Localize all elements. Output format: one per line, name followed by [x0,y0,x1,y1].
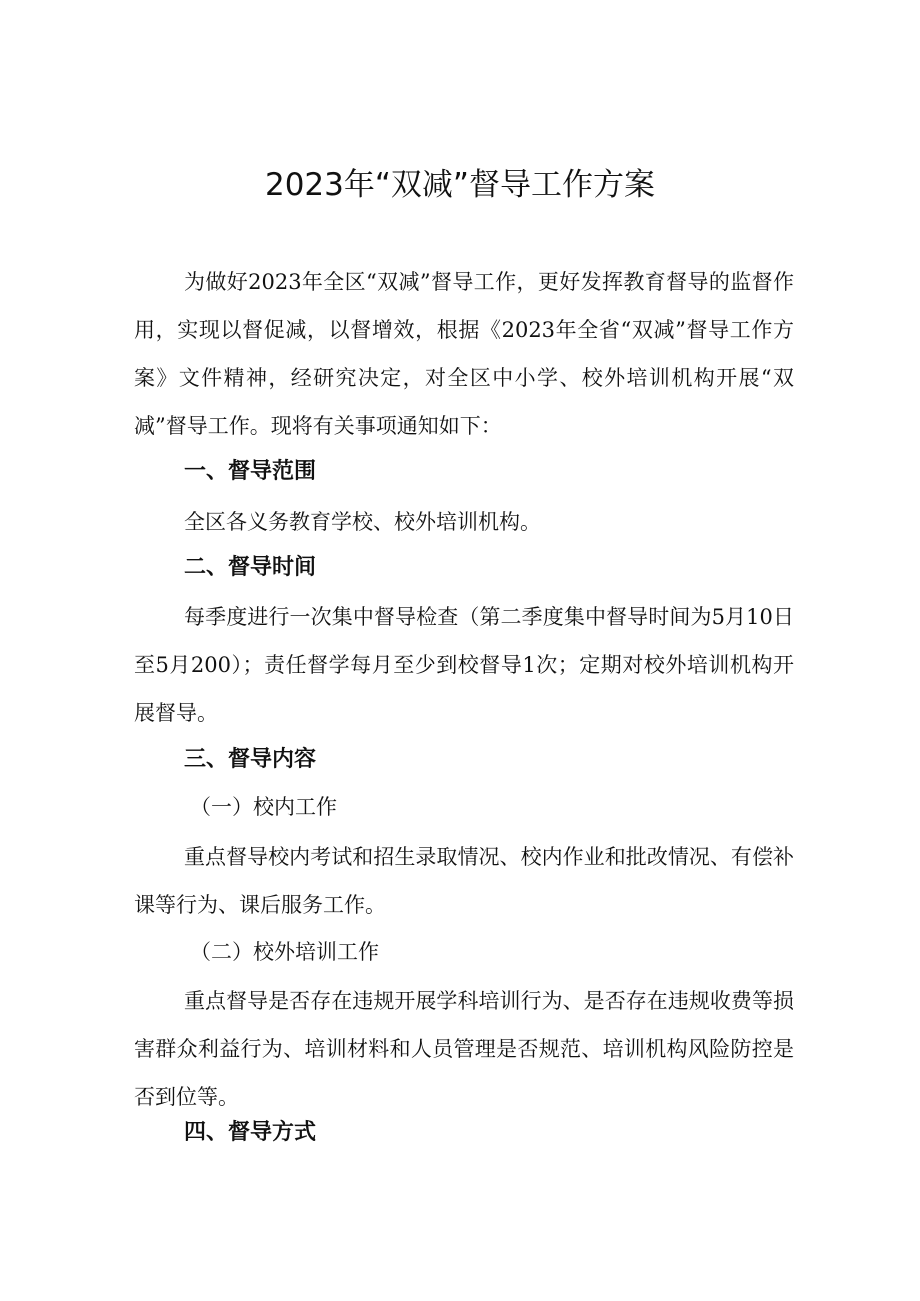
section-heading-content: 三、督导内容 [184,747,317,772]
subsection-body-in-school: 重点督导校内考试和招生录取情况、校内作业和批改情况、有偿补课等行为、课后服务工作。 [134,845,794,917]
section-body-scope: 全区各义务教育学校、校外培训机构。 [184,510,541,534]
subsection-body-off-campus: 重点督导是否存在违规开展学科培训行为、是否存在违规收费等损害群众利益行为、培训材料和人员管理是否规范、培训机构风险防控是否到位等。 [134,989,794,1109]
section-body-time: 每季度进行一次集中督导检查（第二季度集中督导时间为5月10日至5月200）；责任督学每月至少到校督导1次；定期对校外培训机构开展督导。 [134,605,794,725]
section-heading-scope: 一、督导范围 [184,459,317,484]
section-heading-time: 二、督导时间 [184,555,317,580]
section-heading-method: 四、督导方式 [184,1120,317,1145]
subsection-heading-off-campus: （二）校外培训工作 [190,940,379,964]
subsection-heading-in-school: （一）校内工作 [190,795,337,819]
document-title: 2023年“双减”督导工作方案 [264,167,655,203]
intro-paragraph: 为做好2023年全区“双减”督导工作，更好发挥教育督导的监督作用，实现以督促减，以督增效，根据《2023年全省“双减”督导工作方案》文件精神，经研究决定，对全区中小学、校外培训机构开展“双减”督导工作。现将有关事项通知如下： [134,270,794,438]
